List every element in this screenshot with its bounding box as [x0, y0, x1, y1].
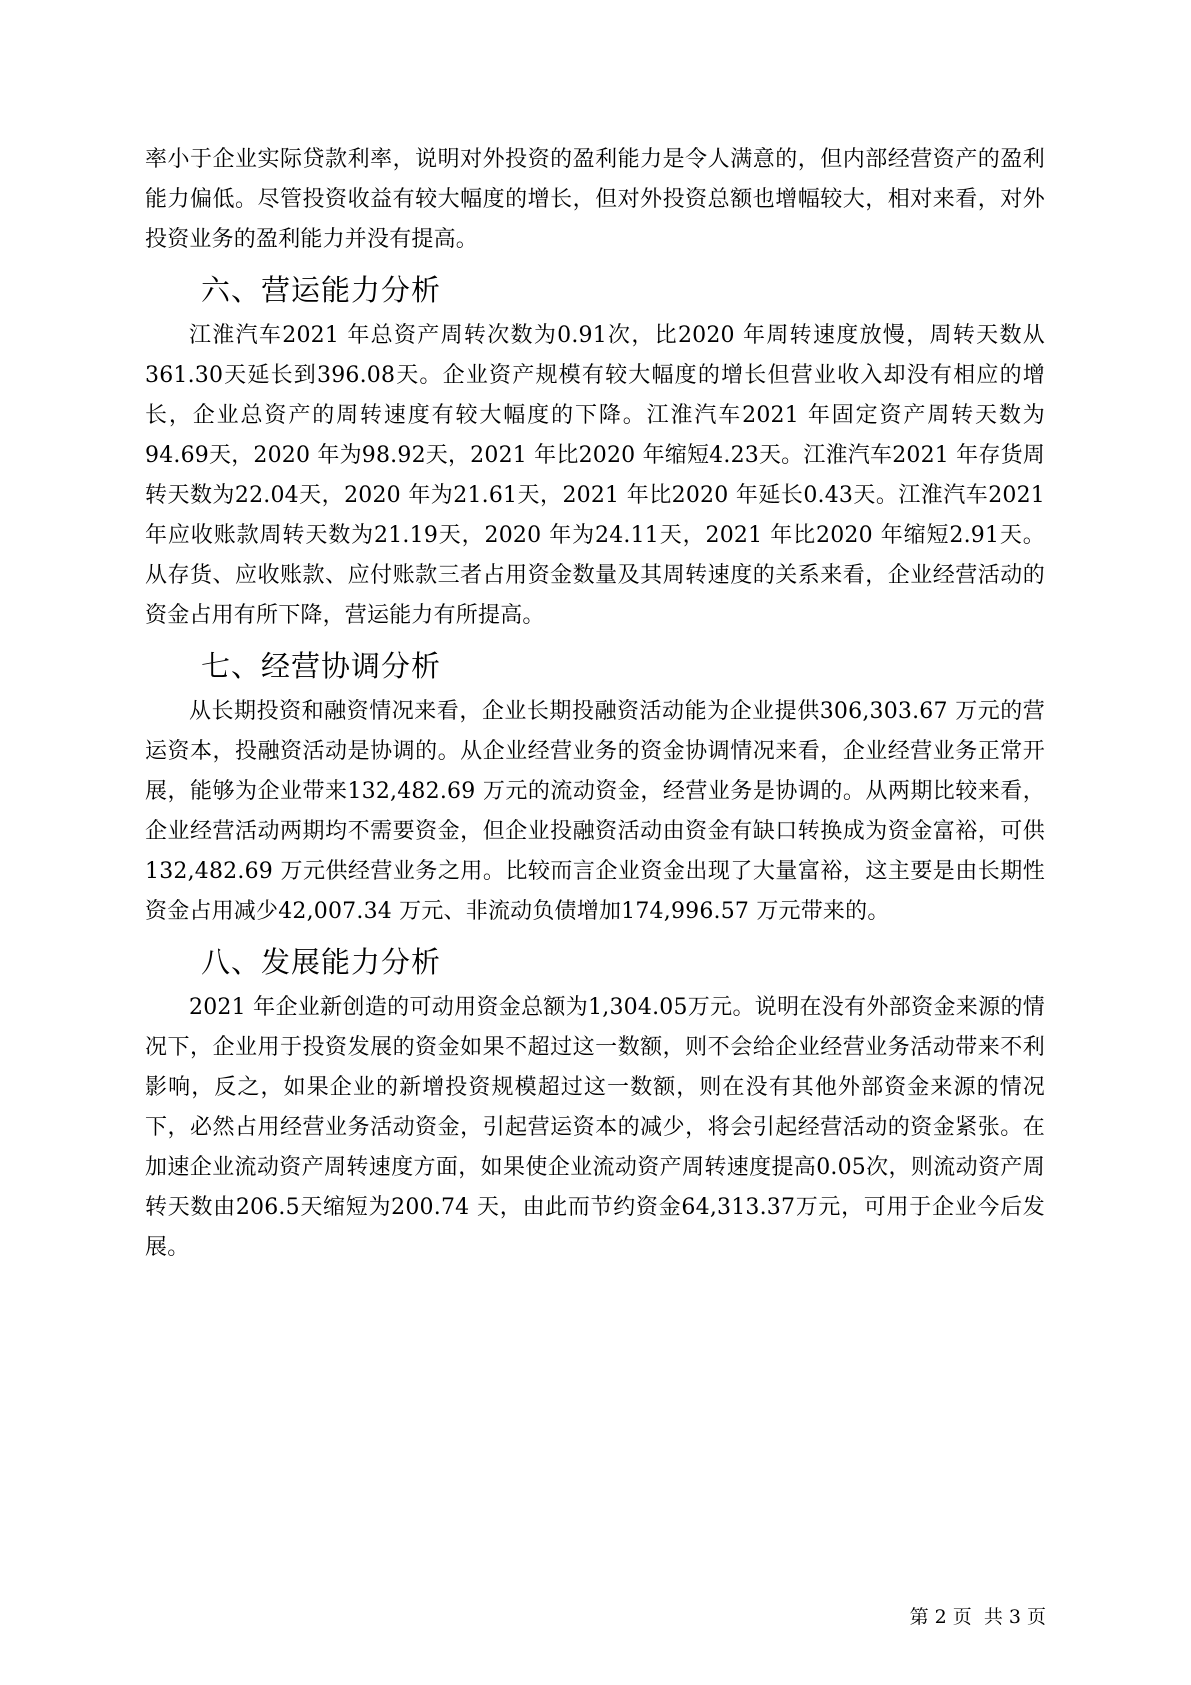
page-number: 第 2 页 共 3 页 — [909, 1606, 1046, 1628]
section-seven-heading: 七、经营协调分析 — [201, 649, 442, 683]
section-six-paragraph: 江淮汽车2021 年总资产周转次数为0.91次，比2020 年周转速度放慢，周转天数从361.30天延长到396.08天。企业资产规模有较大幅度的增长但营业收入却没有相应的增长，企业总资产的周转速度有较大幅度的下降。江淮汽车2021 年固定资产周转天数为94.69天，2020 年为98.92天，2021 年比2020 年缩短4.23天。江淮汽车2021 年存货周转天数为22.04天，2020 年为21.61天，2021 年比2020 年延长0.43天。江淮汽车2021 年应收账款周转天数为21.19天，2020 年为24.11天，2021 年比2020 年缩短2.91天。从存货、应收账款、应付账款三者占用资金数量及其周转速度的关系来看，企业经营活动的资金占用有所下降，营运能力有所提高。 — [145, 323, 1045, 628]
section-eight-paragraph: 2021 年企业新创造的可动用资金总额为1,304.05万元。说明在没有外部资金来源的情况下，企业用于投资发展的资金如果不超过这一数额，则不会给企业经营业务活动带来不利影响，反之，如果企业的新增投资规模超过这一数额，则在没有其他外部资金来源的情况下，必然占用经营业务活动资金，引起营运资本的减少，将会引起经营活动的资金紧张。在加速企业流动资产周转速度方面，如果使企业流动资产周转速度提高0.05次，则流动资产周转天数由206.5天缩短为200.74 天，由此而节约资金64,313.37万元，可用于企业今后发展。 — [145, 995, 1045, 1260]
document-body — [145, 140, 1045, 1268]
section-eight-heading: 八、发展能力分析 — [201, 945, 442, 979]
section-seven-paragraph: 从长期投资和融资情况来看，企业长期投融资活动能为企业提供306,303.67 万元的营运资本，投融资活动是协调的。从企业经营业务的资金协调情况来看，企业经营业务正常开展，能够为企业带来132,482.69 万元的流动资金，经营业务是协调的。从两期比较来看，企业经营活动两期均不需要资金，但企业投融资活动由资金有缺口转换成为资金富裕，可供132,482.69 万元供经营业务之用。比较而言企业资金出现了大量富裕，这主要是由长期性资金占用减少42,007.34 万元、非流动负债增加174,996.57 万元带来的。 — [145, 699, 1045, 924]
intro-paragraph: 率小于企业实际贷款利率，说明对外投资的盈利能力是令人满意的，但内部经营资产的盈利能力偏低。尽管投资收益有较大幅度的增长，但对外投资总额也增幅较大，相对来看，对外投资业务的盈利能力并没有提高。 — [145, 147, 1045, 252]
section-six-heading: 六、营运能力分析 — [201, 273, 442, 307]
